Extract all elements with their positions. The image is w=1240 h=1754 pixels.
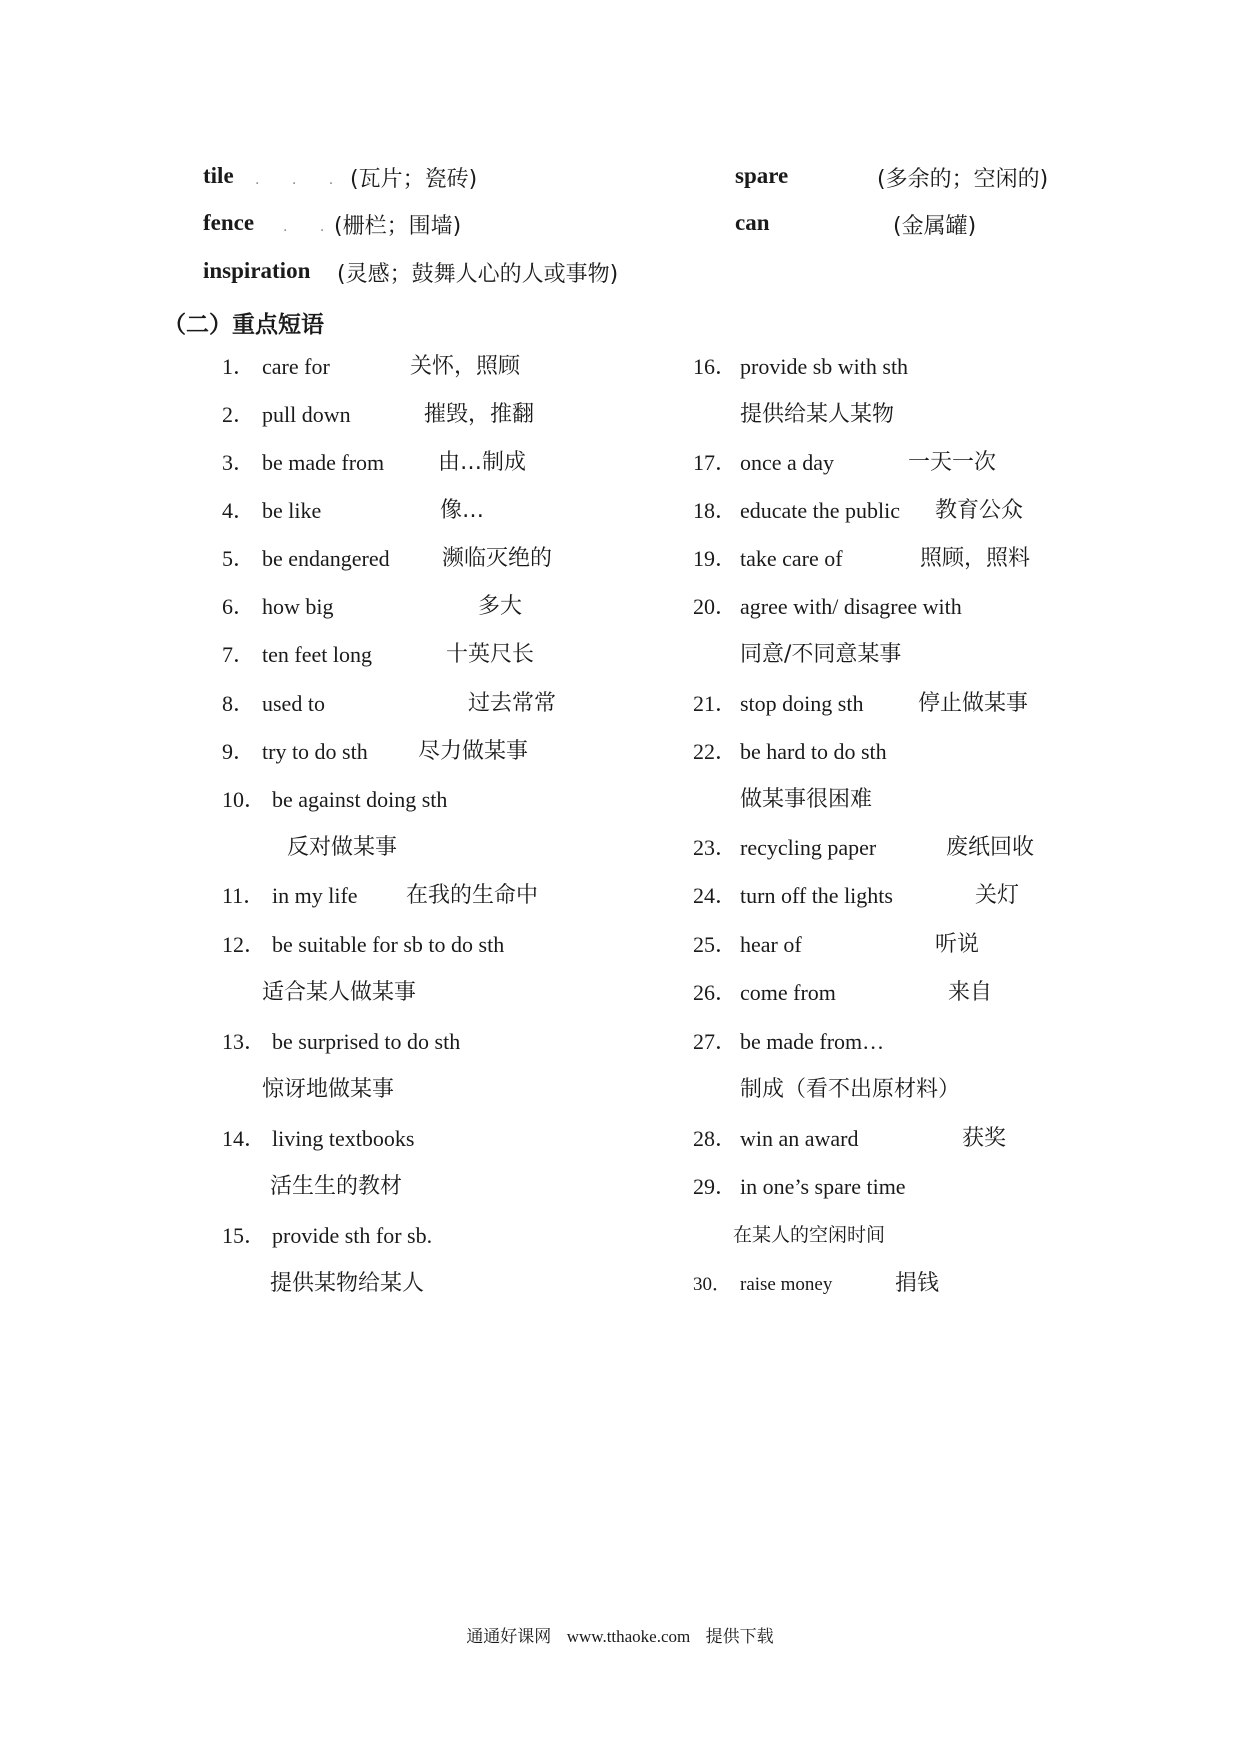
phrase-chinese: 濒临灭绝的 — [442, 546, 553, 571]
phrase-english: raise money — [740, 1274, 833, 1295]
phrase-number: 20． — [693, 594, 738, 619]
footer-url: www.tthaoke.com — [566, 1627, 691, 1646]
phrase-item — [222, 592, 334, 623]
phrase-english: how big — [262, 594, 334, 619]
phrase-item — [693, 592, 962, 623]
phrase-chinese: 停止做某事 — [918, 691, 1029, 716]
phrase-english: take care of — [740, 546, 843, 571]
phrase-chinese: 尽力做某事 — [418, 739, 529, 764]
phrase-english: recycling paper — [740, 835, 877, 860]
phrase-chinese: 教育公众 — [935, 498, 1024, 523]
phrase-number: 16． — [693, 354, 738, 379]
phrase-english: care for — [262, 354, 330, 379]
phrase-chinese: 听说 — [935, 932, 980, 957]
phrase-item — [222, 689, 325, 720]
phrase-item — [222, 496, 321, 527]
phrase-item — [222, 1221, 432, 1252]
phrase-english: stop doing sth — [740, 691, 864, 716]
phrase-english: be surprised to do sth — [272, 1029, 461, 1054]
phrase-chinese: 废纸回收 — [946, 835, 1035, 860]
phrase-english: win an award — [740, 1126, 859, 1151]
phrase-item — [693, 930, 802, 961]
footer-site-name: 通通好课网 — [466, 1627, 552, 1647]
phrase-english: be made from… — [740, 1029, 885, 1054]
phrase-english: in one’s spare time — [740, 1174, 906, 1199]
phrase-chinese: 做某事很困难 — [740, 787, 873, 812]
phrase-chinese: 十英尺长 — [446, 642, 535, 667]
phrase-chinese: 像… — [440, 498, 485, 523]
phrase-item — [693, 1269, 832, 1300]
phrase-number: 4． — [222, 498, 256, 523]
phrase-chinese: 关怀，照顾 — [410, 354, 521, 379]
vocab-meaning-spare: (多余的；空闲的) — [877, 167, 1049, 192]
phrase-chinese: 适合某人做某事 — [262, 980, 417, 1005]
phrase-item — [693, 1027, 884, 1058]
phrase-english: be endangered — [262, 546, 390, 571]
phrase-chinese: 照顾，照料 — [920, 546, 1031, 571]
phrase-english: used to — [262, 691, 325, 716]
phrase-chinese: 由…制成 — [438, 450, 527, 475]
phrase-number: 27． — [693, 1029, 738, 1054]
phrase-chinese: 来自 — [948, 980, 993, 1005]
phrase-number: 26． — [693, 980, 738, 1005]
phrase-number: 5． — [222, 546, 256, 571]
phrase-english: be against doing sth — [272, 787, 448, 812]
phrase-chinese: 在某人的空闲时间 — [733, 1224, 886, 1246]
phrase-item — [693, 448, 834, 479]
phrase-english: educate the public — [740, 498, 901, 523]
phrase-english: turn off the lights — [740, 883, 893, 908]
phrase-item — [693, 833, 876, 864]
phrase-english: be made from — [262, 450, 385, 475]
phrase-item — [222, 1027, 460, 1058]
section-title: （二）重点短语 — [163, 312, 324, 338]
phrase-number: 2． — [222, 402, 256, 427]
phrase-english: hear of — [740, 932, 802, 957]
phrase-item — [222, 544, 390, 575]
phrase-number: 6． — [222, 594, 256, 619]
phrase-english: provide sth for sb. — [272, 1223, 433, 1248]
phrase-item — [693, 544, 843, 575]
phrase-item — [222, 1124, 414, 1155]
vocab-meaning-inspiration: (灵感；鼓舞人心的人或事物) — [337, 262, 619, 287]
phrase-number: 13． — [222, 1029, 267, 1054]
phrase-item — [693, 689, 863, 720]
phrase-english: pull down — [262, 402, 351, 427]
phrase-number: 8． — [222, 691, 256, 716]
phrase-chinese: 惊讶地做某事 — [262, 1077, 395, 1102]
phrase-number: 25． — [693, 932, 738, 957]
phrase-number: 3． — [222, 450, 256, 475]
phrase-chinese: 一天一次 — [908, 450, 997, 475]
phrase-number: 11． — [222, 883, 266, 908]
phrase-english: be suitable for sb to do sth — [272, 932, 505, 957]
phrase-chinese: 制成（看不出原材料） — [740, 1077, 961, 1102]
phrase-english: living textbooks — [272, 1126, 415, 1151]
phrase-item — [693, 978, 836, 1009]
phrase-item — [693, 1172, 906, 1203]
phrase-english: come from — [740, 980, 836, 1005]
phrase-item — [693, 496, 900, 527]
vocab-meaning-can: (金属罐) — [893, 214, 977, 239]
phrase-item — [222, 352, 330, 383]
phrase-chinese: 反对做某事 — [287, 835, 398, 860]
phrase-english: in my life — [272, 883, 358, 908]
phrase-number: 14． — [222, 1126, 267, 1151]
phrase-number: 9． — [222, 739, 256, 764]
phrase-number: 15． — [222, 1223, 267, 1248]
phrase-chinese: 摧毁，推翻 — [424, 402, 535, 427]
phrase-number: 10． — [222, 787, 267, 812]
phrase-english: try to do sth — [262, 739, 368, 764]
phrase-chinese: 关灯 — [975, 883, 1020, 908]
phrase-number: 7． — [222, 642, 256, 667]
vocab-meaning-fence: (栅栏；围墙) — [334, 214, 462, 239]
phrase-item — [222, 400, 351, 431]
phrase-english: agree with/ disagree with — [740, 594, 962, 619]
phrase-chinese: 同意/不同意某事 — [740, 642, 902, 667]
phrase-item — [222, 881, 358, 912]
phrase-english: provide sb with sth — [740, 354, 909, 379]
phrase-english: be like — [262, 498, 322, 523]
vocab-word-can: can — [735, 210, 770, 235]
phrase-chinese: 捐钱 — [895, 1271, 940, 1296]
phrase-number: 1． — [222, 354, 256, 379]
phrase-item — [693, 1124, 859, 1155]
phrase-number: 30． — [693, 1274, 732, 1295]
phrase-item — [222, 448, 384, 479]
phrase-chinese: 获奖 — [962, 1126, 1007, 1151]
phrase-number: 18． — [693, 498, 738, 523]
vocab-word-fence: fence — [203, 210, 255, 235]
phrase-english: ten feet long — [262, 642, 372, 667]
phrase-item — [693, 737, 887, 768]
phrase-item — [222, 785, 447, 816]
phrase-item — [222, 640, 372, 671]
footer-download-text: 提供下载 — [705, 1627, 774, 1647]
phrase-number: 28． — [693, 1126, 738, 1151]
phrase-item — [222, 737, 368, 768]
phrase-number: 24． — [693, 883, 738, 908]
phrase-number: 17． — [693, 450, 738, 475]
phrase-chinese: 活生生的教材 — [270, 1174, 403, 1199]
phrase-number: 19． — [693, 546, 738, 571]
vocab-meaning-tile: (瓦片；瓷砖) — [350, 167, 478, 192]
vocab-dots-fence: . . — [283, 219, 339, 235]
phrase-number: 29． — [693, 1174, 738, 1199]
phrase-english: once a day — [740, 450, 835, 475]
phrase-number: 12． — [222, 932, 267, 957]
phrase-chinese: 在我的生命中 — [406, 883, 539, 908]
vocab-dots-tile: . . . . — [255, 172, 385, 188]
phrase-number: 21． — [693, 691, 738, 716]
phrase-chinese: 提供给某人某物 — [740, 402, 895, 427]
vocab-word-tile: tile — [203, 163, 234, 188]
phrase-chinese: 过去常常 — [468, 691, 557, 716]
page-footer — [0, 1622, 1240, 1647]
phrase-number: 23． — [693, 835, 738, 860]
vocab-word-spare: spare — [735, 163, 789, 188]
phrase-item — [693, 881, 893, 912]
phrase-number: 22． — [693, 739, 738, 764]
phrase-item — [222, 930, 504, 961]
phrase-chinese: 多大 — [478, 594, 523, 619]
vocab-word-inspiration: inspiration — [203, 258, 311, 283]
phrase-item — [693, 352, 908, 383]
phrase-chinese: 提供某物给某人 — [270, 1271, 425, 1296]
phrase-english: be hard to do sth — [740, 739, 887, 764]
